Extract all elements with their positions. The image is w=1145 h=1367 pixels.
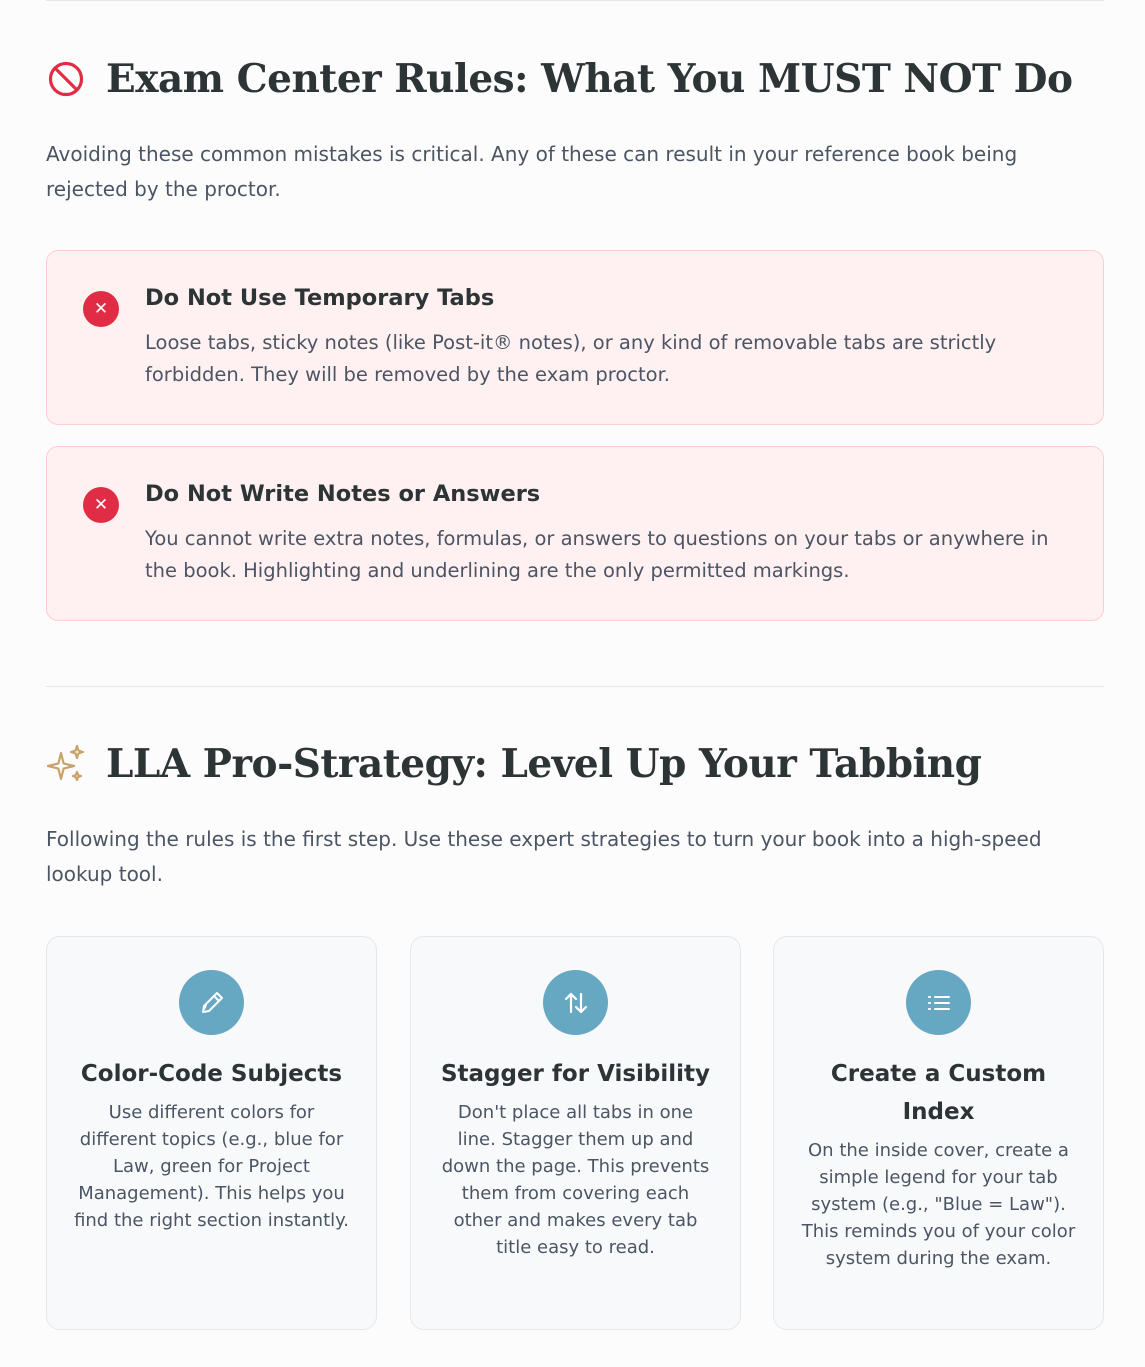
strategy-card-body: Use different colors for different topics (e.g., blue for Law, green for Project Management). This helps you find the right section instantly. (74, 1102, 349, 1231)
top-divider (46, 0, 1104, 1)
section-divider (46, 686, 1104, 687)
x-circle-icon: ✕ (83, 487, 119, 523)
rules-title-text: Exam Center Rules: What You MUST NOT Do (106, 56, 1073, 102)
rule-card-temporary-tabs (46, 250, 1104, 425)
strategy-card-title: Create a Custom Index (830, 1061, 1047, 1125)
strategy-card-body: On the inside cover, create a simple legend for your tab system (e.g., "Blue = Law"). This reminds you of your color system during the exam. (801, 1140, 1076, 1269)
rules-intro: Avoiding these common mistakes is critical. Any of these can result in your reference book being rejected by the proctor. (46, 142, 1018, 201)
arrows-up-down-icon (543, 970, 608, 1035)
prohibited-icon (46, 59, 86, 99)
strategy-card-stagger (410, 936, 741, 1330)
strategy-card-body: Don't place all tabs in one line. Stagger them up and down the page. This prevents them from covering each other and makes every tab title easy to read. (441, 1102, 710, 1258)
rule-card-body: You cannot write extra notes, formulas, or answers to questions on your tabs or anywhere in the book. Highlighting and underlining are the only permitted markings. (145, 527, 1049, 582)
strategy-title-text: LLA Pro-Strategy: Level Up Your Tabbing (106, 741, 982, 787)
strategy-card-title: Color-Code Subjects (80, 1061, 343, 1087)
rule-card-title: Do Not Write Notes or Answers (145, 481, 541, 507)
rules-section-title (46, 56, 1073, 102)
strategy-card-custom-index (773, 936, 1104, 1330)
list-icon (906, 970, 971, 1035)
strategy-card-color-code (46, 936, 377, 1330)
rule-card-title: Do Not Use Temporary Tabs (145, 285, 495, 311)
rule-card-notes-answers (46, 446, 1104, 621)
strategy-card-title: Stagger for Visibility (440, 1061, 711, 1087)
strategy-section-title (46, 741, 981, 787)
strategy-intro: Following the rules is the first step. Use these expert strategies to turn your book into a high-speed lookup tool. (46, 827, 1042, 886)
sparkles-icon (46, 744, 86, 784)
rule-card-body: Loose tabs, sticky notes (like Post-it® notes), or any kind of removable tabs are strictly forbidden. They will be removed by the exam proctor. (145, 331, 997, 386)
pen-icon (179, 970, 244, 1035)
x-circle-icon: ✕ (83, 291, 119, 327)
